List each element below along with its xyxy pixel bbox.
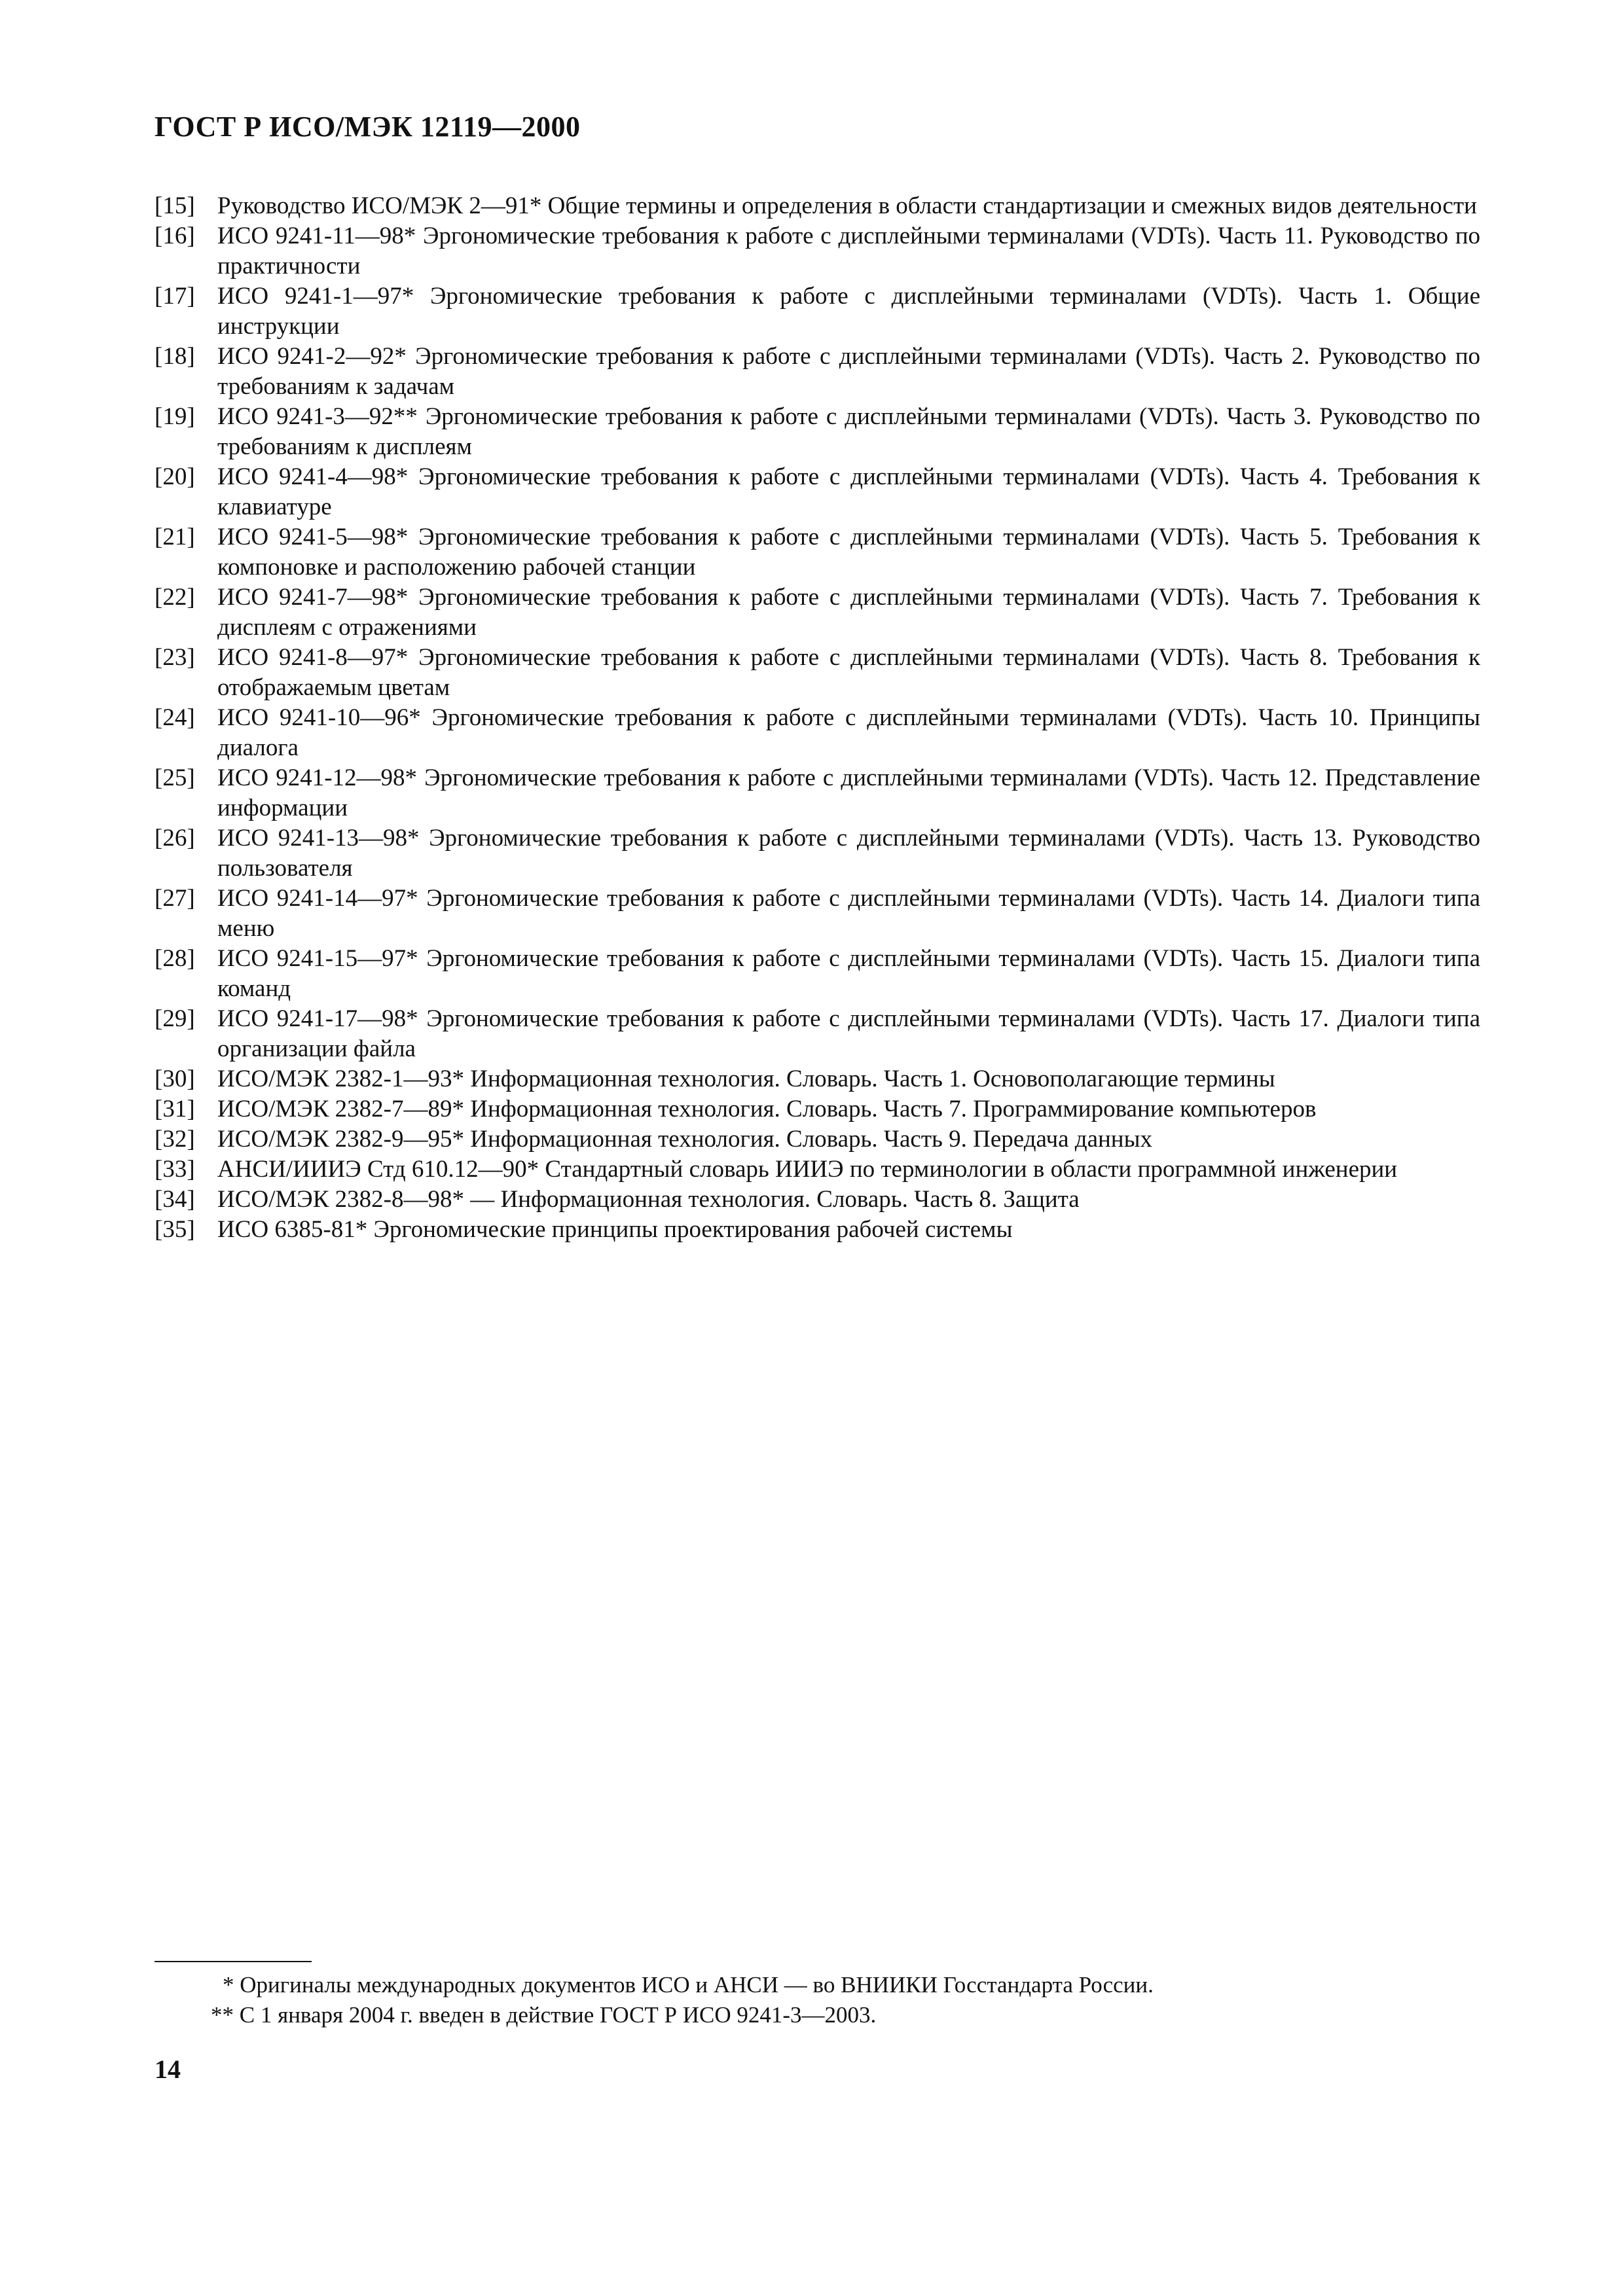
reference-text: ИСО 9241-14—97* Эргономические требования к работе с дисплейными терминалами (VDTs). Часть 14. Диалоги типа меню (217, 885, 1480, 942)
list-item (155, 1215, 1480, 1245)
reference-number: [31] (155, 1096, 195, 1122)
reference-text: ИСО 9241-11—98* Эргономические требования к работе с дисплейными терминалами (VDTs). Часть 11. Руководство по практичности (217, 223, 1480, 279)
page-number: 14 (155, 2054, 181, 2084)
list-item (155, 1155, 1480, 1185)
reference-text: ИСО 9241-17—98* Эргономические требования к работе с дисплейными терминалами (VDTs). Часть 17. Диалоги типа организации файла (217, 1005, 1480, 1062)
list-item (155, 703, 1480, 763)
reference-number: [22] (155, 584, 195, 611)
reference-text: ИСО 9241-8—97* Эргономические требования к работе с дисплейными терминалами (VDTs). Часть 8. Требования к отображаемым цветам (217, 644, 1480, 701)
list-item (155, 1185, 1480, 1215)
reference-text: ИСО 9241-2—92* Эргономические требования к работе с дисплейными терминалами (VDTs). Часть 2. Руководство по требованиям к задачам (217, 343, 1480, 400)
reference-text: АНСИ/ИИИЭ Стд 610.12—90* Стандартный словарь ИИИЭ по терминологии в области программной инженерии (217, 1156, 1398, 1183)
reference-text: ИСО 9241-1—97* Эргономические требования к работе с дисплейными терминалами (VDTs). Часть 1. Общие инструкции (217, 283, 1480, 340)
list-item (155, 281, 1480, 342)
reference-number: [15] (155, 192, 195, 219)
list-item (155, 643, 1480, 703)
footnotes (155, 1970, 1480, 2030)
reference-number: [19] (155, 403, 195, 430)
footnote: * Оригиналы международных документов ИСО и АНСИ — во ВНИИКИ Госстандарта России. (223, 1972, 1154, 1998)
reference-number: [16] (155, 223, 195, 249)
reference-number: [35] (155, 1216, 195, 1243)
reference-text: ИСО 9241-12—98* Эргономические требования к работе с дисплейными терминалами (VDTs). Часть 12. Представление информации (217, 764, 1480, 821)
reference-text: ИСО/МЭК 2382-9—95* Информационная технология. Словарь. Часть 9. Передача данных (217, 1126, 1152, 1153)
list-item (155, 191, 1480, 221)
reference-number: [32] (155, 1126, 195, 1153)
reference-number: [25] (155, 764, 195, 791)
reference-number: [17] (155, 283, 195, 310)
reference-text: ИСО 9241-7—98* Эргономические требования к работе с дисплейными терминалами (VDTs). Часть 7. Требования к дисплеям с отражениями (217, 584, 1480, 641)
reference-text: ИСО 9241-5—98* Эргономические требования к работе с дисплейными терминалами (VDTs). Часть 5. Требования к компоновке и расположению рабочей станции (217, 524, 1480, 581)
reference-number: [20] (155, 463, 195, 490)
reference-number: [21] (155, 524, 195, 550)
reference-text: ИСО 9241-4—98* Эргономические требования к работе с дисплейными терминалами (VDTs). Часть 4. Требования к клавиатуре (217, 463, 1480, 520)
reference-number: [28] (155, 945, 195, 972)
reference-text: ИСО 9241-10—96* Эргономические требования к работе с дисплейными терминалами (VDTs). Часть 10. Принципы диалога (217, 704, 1480, 761)
list-item (155, 522, 1480, 583)
list-item (155, 1094, 1480, 1124)
list-item (155, 342, 1480, 402)
list-item (155, 944, 1480, 1004)
reference-text: ИСО/МЭК 2382-1—93* Информационная технология. Словарь. Часть 1. Основополагающие термины (217, 1066, 1275, 1092)
list-item (155, 884, 1480, 944)
reference-number: [30] (155, 1066, 195, 1092)
list-item (155, 763, 1480, 823)
list-item (155, 583, 1480, 643)
reference-text: ИСО 9241-3—92** Эргономические требования к работе с дисплейными терминалами (VDTs). Часть 3. Руководство по требованиям к дисплеям (217, 403, 1480, 460)
reference-number: [18] (155, 343, 195, 370)
reference-number: [26] (155, 825, 195, 852)
reference-number: [33] (155, 1156, 195, 1183)
list-item (155, 1064, 1480, 1094)
list-item (155, 462, 1480, 522)
list-item (155, 1124, 1480, 1155)
reference-text: ИСО 9241-15—97* Эргономические требования к работе с дисплейными терминалами (VDTs). Часть 15. Диалоги типа команд (217, 945, 1480, 1002)
reference-text: Руководство ИСО/МЭК 2—91* Общие термины и определения в области стандартизации и смежных видов деятельности (217, 192, 1477, 219)
reference-number: [27] (155, 885, 195, 912)
list-item (155, 221, 1480, 281)
reference-text: ИСО/МЭК 2382-8—98* — Информационная технология. Словарь. Часть 8. Защита (217, 1186, 1080, 1213)
footnote: ** С 1 января 2004 г. введен в действие ГОСТ Р ИСО 9241-3—2003. (211, 2002, 877, 2028)
reference-text: ИСО/МЭК 2382-7—89* Информационная технология. Словарь. Часть 7. Программирование компьютеров (217, 1096, 1317, 1122)
reference-text: ИСО 6385-81* Эргономические принципы проектирования рабочей системы (217, 1216, 1013, 1243)
page-title: ГОСТ Р ИСО/МЭК 12119—2000 (155, 111, 581, 143)
reference-number: [23] (155, 644, 195, 671)
list-item (155, 823, 1480, 884)
list-item (155, 402, 1480, 462)
footnote-divider (155, 1961, 312, 1962)
list-item (155, 1004, 1480, 1064)
reference-list (155, 191, 1480, 1245)
reference-number: [34] (155, 1186, 195, 1213)
reference-number: [29] (155, 1005, 195, 1032)
reference-number: [24] (155, 704, 195, 731)
reference-text: ИСО 9241-13—98* Эргономические требования к работе с дисплейными терминалами (VDTs). Часть 13. Руководство пользователя (217, 825, 1480, 882)
